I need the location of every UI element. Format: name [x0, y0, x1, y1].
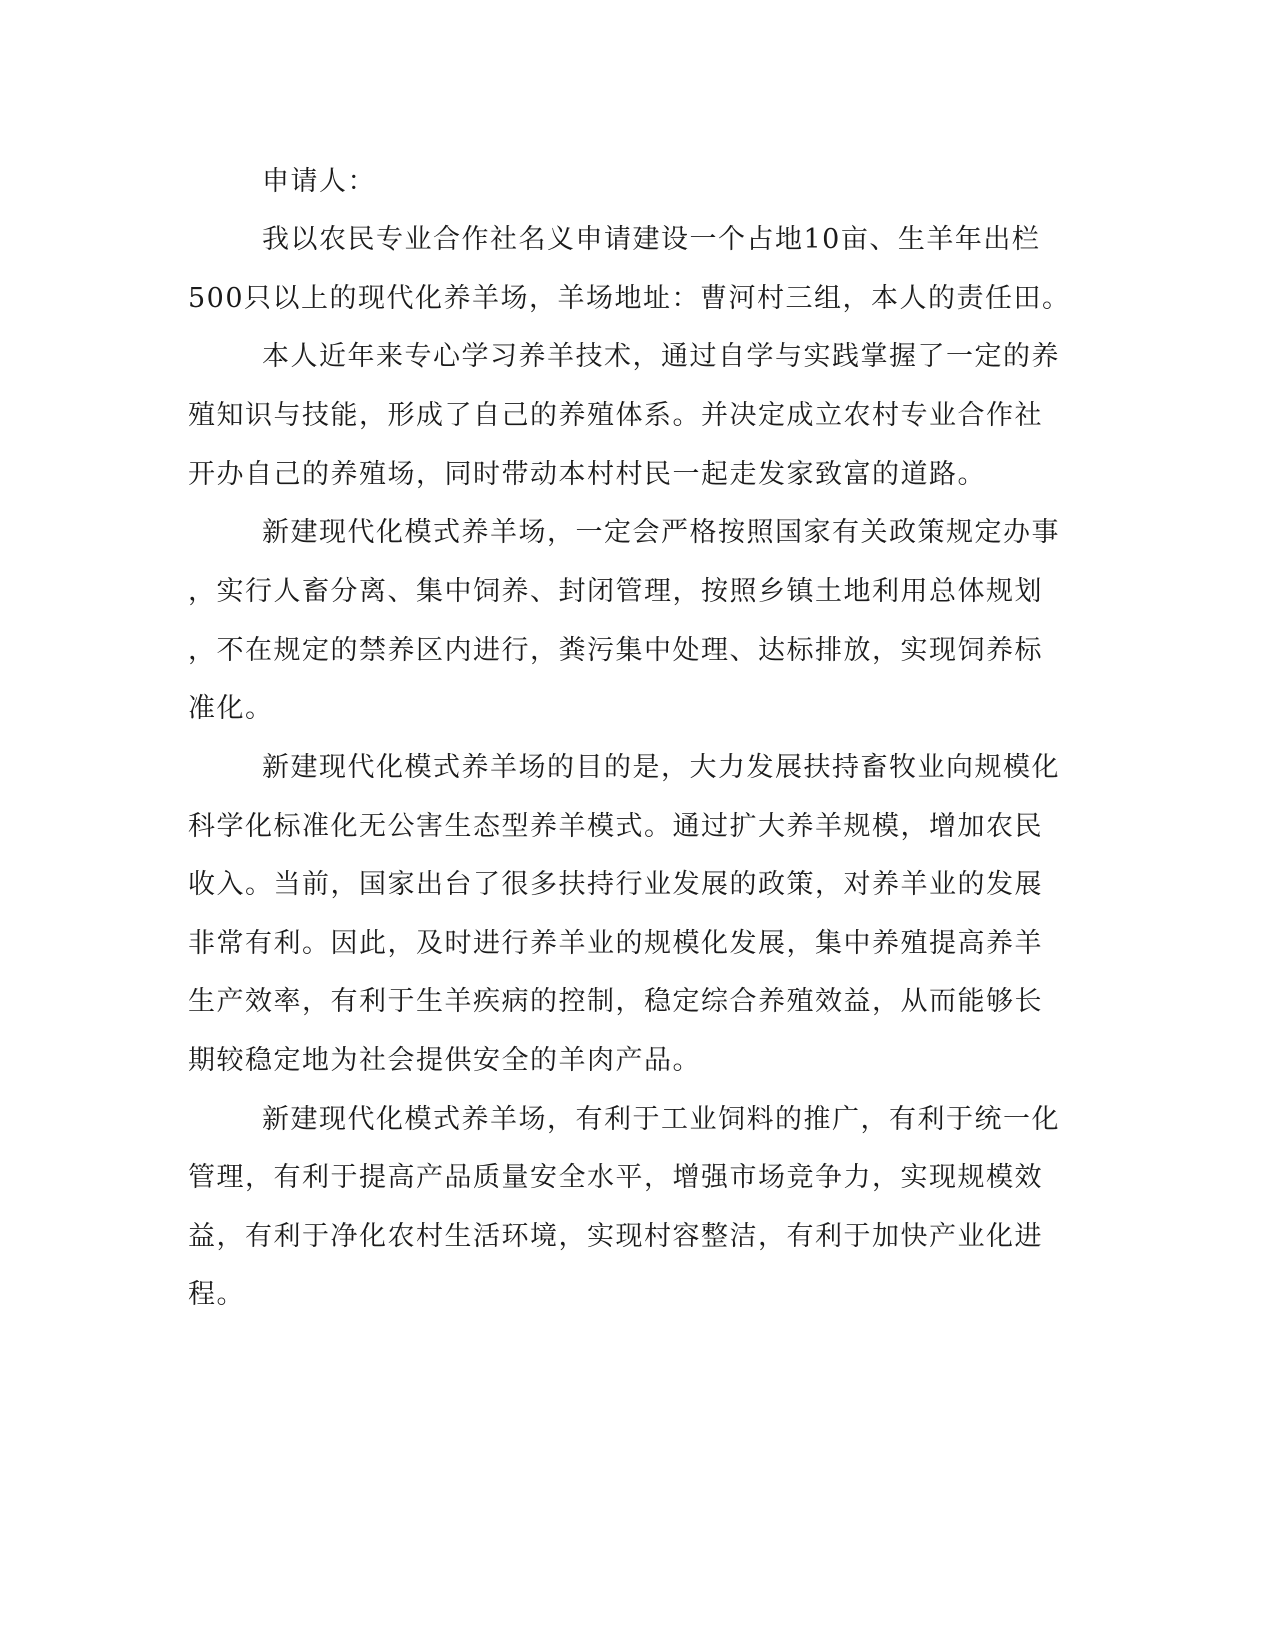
salutation: 申请人：	[262, 166, 376, 197]
paragraph-line: 管理，有利于提高产品质量安全水平，增强市场竞争力，实现规模效	[188, 1162, 1043, 1193]
paragraph-line: 殖知识与技能，形成了自己的养殖体系。并决定成立农村专业合作社	[188, 400, 1043, 431]
paragraph-line: 生产效率，有利于生羊疾病的控制，稳定综合养殖效益，从而能够长	[188, 986, 1043, 1017]
paragraph-line: 新建现代化模式养羊场，一定会严格按照国家有关政策规定办事	[262, 517, 1060, 548]
paragraph-line: ，实行人畜分离、集中饲养、封闭管理，按照乡镇土地利用总体规划	[188, 576, 1043, 607]
paragraph-line: ，不在规定的禁养区内进行，粪污集中处理、达标排放，实现饲养标	[188, 635, 1043, 666]
paragraph-line: 我以农民专业合作社名义申请建设一个占地10亩、生羊年出栏	[262, 224, 1041, 255]
paragraph-line: 开办自己的养殖场，同时带动本村村民一起走发家致富的道路。	[188, 459, 986, 490]
paragraph-line: 期较稳定地为社会提供安全的羊肉产品。	[188, 1045, 701, 1076]
paragraph-line: 益，有利于净化农村生活环境，实现村容整洁，有利于加快产业化进	[188, 1221, 1043, 1252]
paragraph-line: 准化。	[188, 693, 274, 724]
paragraph-line: 科学化标准化无公害生态型养羊模式。通过扩大养羊规模，增加农民	[188, 811, 1043, 842]
paragraph-line: 新建现代化模式养羊场的目的是，大力发展扶持畜牧业向规模化	[262, 752, 1060, 783]
paragraph-line: 500只以上的现代化养羊场，羊场地址：曹河村三组，本人的责任田。	[188, 283, 1071, 314]
paragraph-line: 程。	[188, 1279, 245, 1310]
paragraph-line: 非常有利。因此，及时进行养羊业的规模化发展，集中养殖提高养羊	[188, 928, 1043, 959]
paragraph-line: 收入。当前，国家出台了很多扶持行业发展的政策，对养羊业的发展	[188, 869, 1043, 900]
paragraph-line: 本人近年来专心学习养羊技术，通过自学与实践掌握了一定的养	[262, 341, 1060, 372]
paragraph-line: 新建现代化模式养羊场，有利于工业饲料的推广，有利于统一化	[262, 1104, 1060, 1135]
